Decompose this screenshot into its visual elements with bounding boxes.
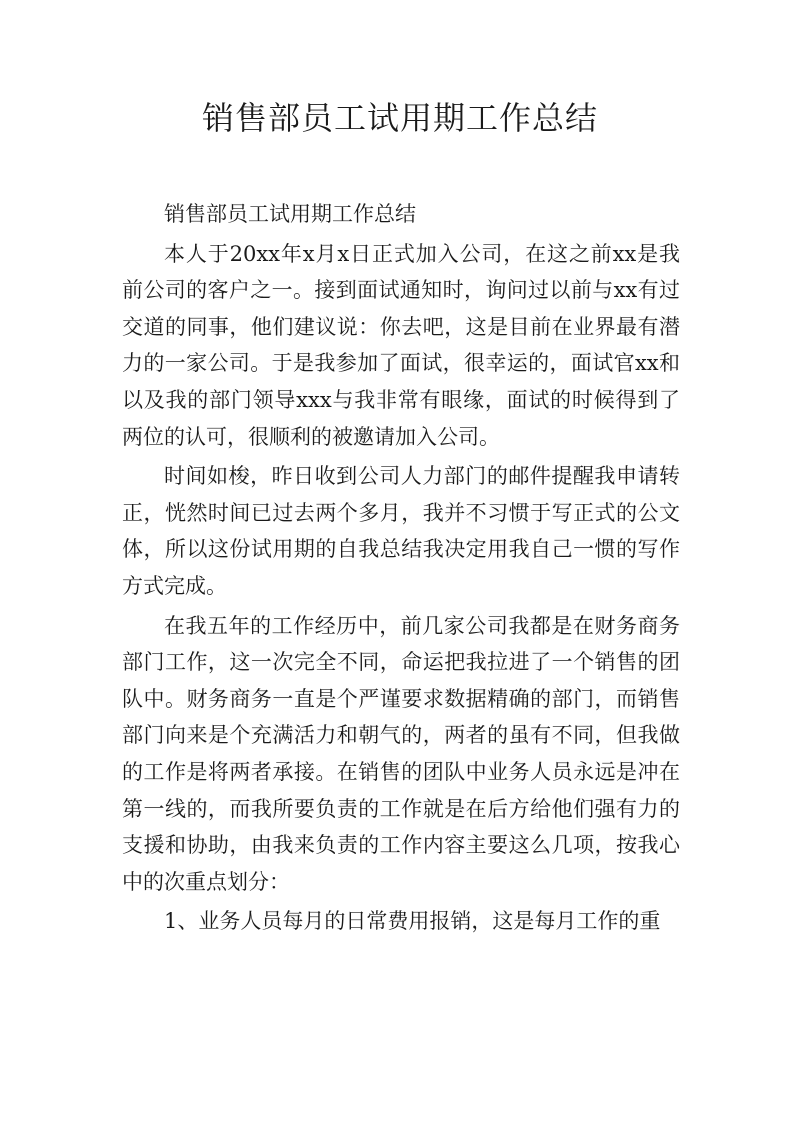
paragraph-time: 时间如梭，昨日收到公司人力部门的邮件提醒我申请转正，恍然时间已过去两个多月，我并不习惯于写正式的公文体，所以这份试用期的自我总结我决定用我自己一惯的写作方式完成。 — [122, 464, 680, 598]
document-title: 销售部员工试用期工作总结 — [201, 99, 598, 137]
paragraph-intro: 本人于20xx年x月x日正式加入公司，在这之前xx是我前公司的客户之一。接到面试通知时，询问过以前与xx有过交道的同事，他们建议说：你去吧，这是目前在业界最有潜力的一家公司。于是我参加了面试，很幸运的，面试官xx和以及我的部门领导xxx与我非常有眼缘，面试的时候得到了两位的认可，很顺利的被邀请加入公司。 — [122, 241, 680, 449]
paragraph-experience: 在我五年的工作经历中，前几家公司我都是在财务商务部门工作，这一次完全不同，命运把我拉进了一个销售的团队中。财务商务一直是个严谨要求数据精确的部门，而销售部门向来是个充满活力和朝气的，两者的虽有不同，但我做的工作是将两者承接。在销售的团队中业务人员永远是冲在第一线的，而我所要负责的工作就是在后方给他们强有力的支援和协助，由我来负责的工作内容主要这么几项，按我心中的次重点划分： — [122, 613, 680, 894]
document-subtitle: 销售部员工试用期工作总结 — [164, 202, 416, 226]
paragraph-item-1: 1、业务人员每月的日常费用报销，这是每月工作的重 — [164, 909, 661, 934]
document-body — [122, 196, 680, 940]
